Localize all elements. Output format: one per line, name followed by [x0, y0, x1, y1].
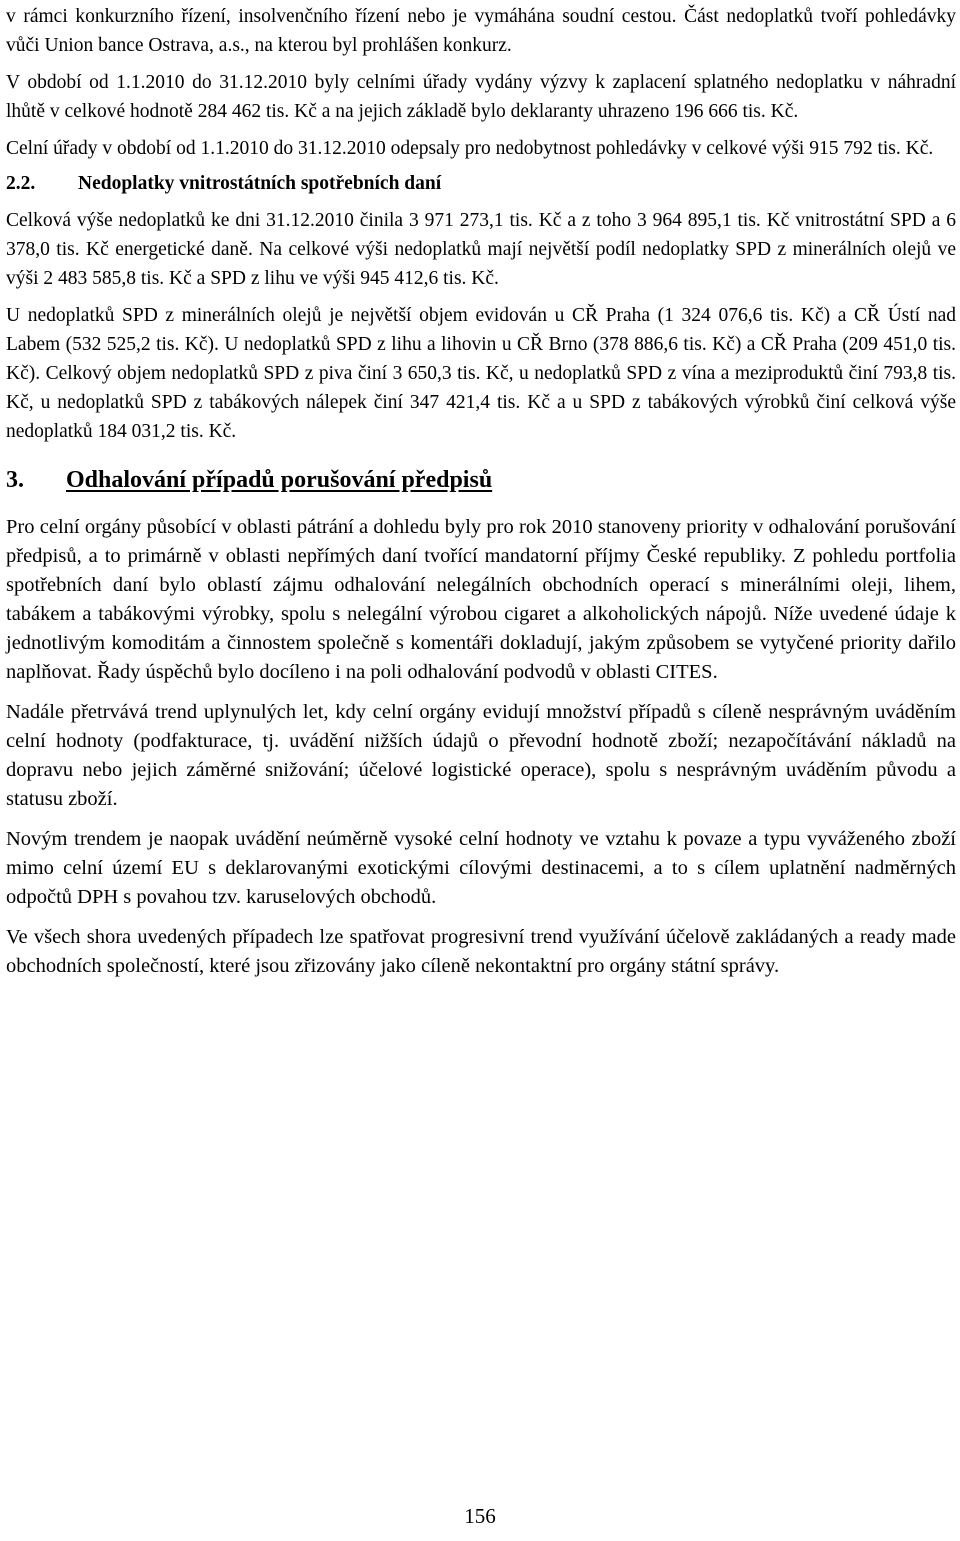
paragraph-write-offs: Celní úřady v období od 1.1.2010 do 31.12.2010 odepsaly pro nedobytnost pohledávky v celkové výši 915 792 tis. Kč.: [6, 138, 934, 159]
section-2-2-number: 2.2.: [6, 173, 36, 194]
paragraph-total-arrears: Celková výše nedoplatků ke dni 31.12.2010 činila 3 971 273,1 tis. Kč a z toho 3 964 895,1 tis. Kč vnitrostátní SPD a 6 378,0 tis. Kč energetické daně. Na celkové výši nedoplatků mají největší podíl nedoplatky SPD z minerálních olejů ve výši 2 483 585,8 tis. Kč a SPD z lihu ve výši 945 412,6 tis. Kč.: [6, 210, 956, 289]
page-number: 156: [464, 1504, 496, 1528]
section-2-2-title: Nedoplatky vnitrostátních spotřebních daní: [78, 173, 442, 194]
paragraph-priorities: Pro celní orgány působící v oblasti pátrání a dohledu byly pro rok 2010 stanoveny priority v odhalování porušování předpisů, a to primárně v oblasti nepřímých daní tvořící mandatorní příjmy České republiky. Z pohledu portfolia spotřebních daní bylo oblastí zájmu odhalování nelegálních obchodních operací s minerálními oleji, lihem, tabákem a tabákovými výrobky, spolu s nelegální výrobou cigaret a alkoholických nápojů. Níže uvedené údaje k jednotlivým komoditám a činnostem společně s komentáři dokladují, jakým způsobem se vytyčené priority dařilo naplňovat. Řady úspěchů bylo docíleno i na poli odhalování podvodů v oblasti CITES.: [6, 516, 956, 683]
document-page: [6, 0, 956, 981]
section-3-number: 3.: [6, 467, 24, 493]
section-3-title: Odhalování případů porušování předpisů: [66, 467, 493, 493]
paragraph-payment-notices: V období od 1.1.2010 do 31.12.2010 byly celními úřady vydány výzvy k zaplacení splatného nedoplatku v náhradní lhůtě v celkové hodnotě 284 462 tis. Kč a na jejich základě bylo deklaranty uhrazeno 196 666 tis. Kč.: [6, 72, 956, 122]
paragraph-arrears-breakdown: U nedoplatků SPD z minerálních olejů je největší objem evidován u CŘ Praha (1 324 076,6 tis. Kč) a CŘ Ústí nad Labem (532 525,2 tis. Kč). U nedoplatků SPD z lihu a lihovin u CŘ Brno (378 886,6 tis. Kč) a CŘ Praha (209 451,0 tis. Kč). Celkový objem nedoplatků SPD z piva činí 3 650,3 tis. Kč, u nedoplatků SPD z vína a meziproduktů činí 793,8 tis. Kč, u nedoplatků SPD z tabákových nálepek činí 347 421,4 tis. Kč a u SPD z tabákových výrobků činí celková výše nedoplatků 184 031,2 tis. Kč.: [6, 305, 956, 442]
paragraph-new-trend: Novým trendem je naopak uvádění neúměrně vysoké celní hodnoty ve vztahu k povaze a typu vyváženého zboží mimo celní území EU s deklarovanými exotickými cílovými destinacemi, a to s cílem uplatnění nadměrných odpočtů DPH s povahou tzv. karuselových obchodů.: [6, 828, 956, 908]
section-2-2-heading: [6, 169, 956, 198]
paragraph-insolvency: v rámci konkurzního řízení, insolvenčního řízení nebo je vymáhána soudní cestou. Část nedoplatků tvoří pohledávky vůči Union bance Ostrava, a.s., na kterou byl prohlášen konkurz.: [6, 6, 956, 56]
section-3-heading: [6, 464, 956, 496]
paragraph-customs-value-trend: Nadále přetrvává trend uplynulých let, kdy celní orgány evidují množství případů s cíleně nesprávným uváděním celní hodnoty (podfakturace, tj. uvádění nižších údajů o převodní hodnotě zboží; nezapočítávání nákladů na dopravu nebo jejich záměrné snižování; účelové logistické operace), spolu s nesprávným uváděním původu a statusu zboží.: [6, 701, 956, 810]
paragraph-shell-companies: Ve všech shora uvedených případech lze spatřovat progresivní trend využívání účelově zakládaných a ready made obchodních společností, které jsou zřizovány jako cíleně nekontaktní pro orgány státní správy.: [6, 926, 956, 977]
